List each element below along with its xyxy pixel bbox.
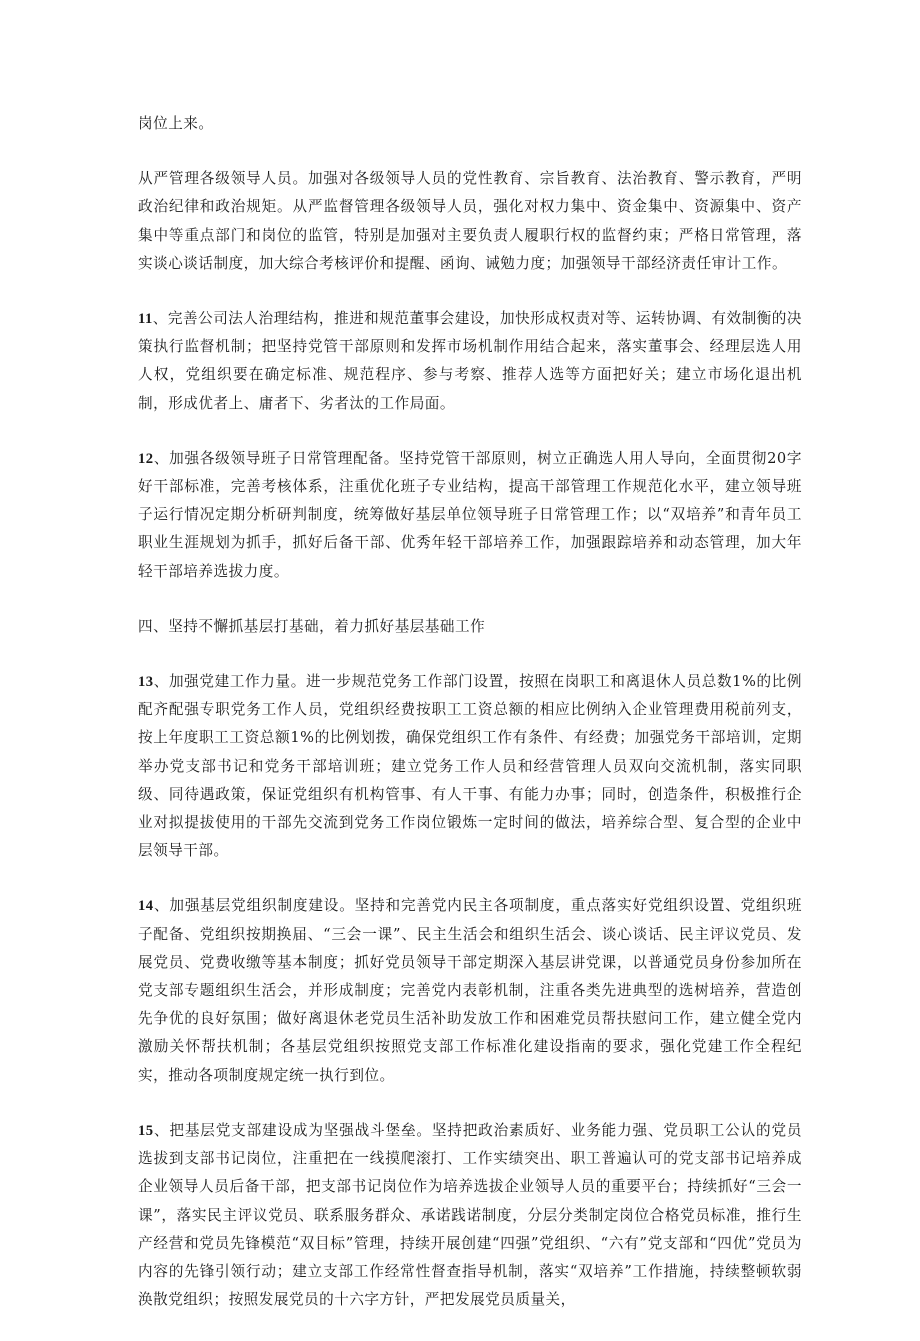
- item-number: 14: [138, 898, 154, 915]
- paragraph-text: 、完善公司法人治理结构，推进和规范董事会建设，加快形成权责对等、运转协调、有效制衡的决策执行监督机制；把坚持党管干部原则和发挥市场机制作用结合起来，落实董事会、经理层选人用人权，党组织要在确定标准、规范程序、参与考察、推荐人选等方面把好关；建立市场化退出机制，形成优者上、庸者下、劣者汰的工作局面。: [138, 310, 802, 412]
- section-heading-text: 四、坚持不懈抓基层打基础，着力抓好基层基础工作: [138, 617, 486, 635]
- paragraph-item-14: [138, 892, 802, 1089]
- item-number: 13: [138, 674, 154, 691]
- item-number: 11: [138, 311, 153, 328]
- paragraph-text: 、加强基层党组织制度建设。坚持和完善党内民主各项制度，重点落实好党组织设置、党组织班子配备、党组织按期换届、“三会一课”、民主生活会和组织生活会、谈心谈话、民主评议党员、发展党员、党费收缴等基本制度；抓好党员领导干部定期深入基层讲党课，以普通党员身份参加所在党支部专题组织生活会，并形成制度；完善党内表彰机制，注重各类先进典型的选树培养，营造创先争优的良好氛围；做好离退休老党员生活补助发放工作和困难党员帮扶慰问工作，建立健全党内激励关怀帮扶机制；各基层党组织按照党支部工作标准化建设指南的要求，强化党建工作全程纪实，推动各项制度规定统一执行到位。: [138, 897, 802, 1084]
- paragraph-item-15: [138, 1117, 802, 1314]
- item-number: 12: [138, 450, 154, 467]
- paragraph-text: 从严管理各级领导人员。加强对各级领导人员的党性教育、宗旨教育、法治教育、警示教育，严明政治纪律和政治规矩。从严监督管理各级领导人员，强化对权力集中、资金集中、资源集中、资产集中等重点部门和岗位的监管，特别是加强对主要负责人履职行权的监督约束；严格日常管理，落实谈心谈话制度，加大综合考核评价和提醒、函询、诫勉力度；加强领导干部经济责任审计工作。: [138, 170, 802, 272]
- paragraph-strict-management: [138, 165, 802, 278]
- paragraph-item-11: [138, 305, 802, 418]
- item-number: 15: [138, 1122, 154, 1139]
- paragraph-text: 、把基层党支部建设成为坚强战斗堡垒。坚持把政治素质好、业务能力强、党员职工公认的党员选拔到支部书记岗位，注重把在一线摸爬滚打、工作实绩突出、职工普遍认可的党支部书记培养成企业领导人员后备干部，把支部书记岗位作为培养选拔企业领导人员的重要平台；持续抓好“三会一课”，落实民主评议党员、联系服务群众、承诺践诺制度，分层分类制定岗位合格党员标准，推行生产经营和党员先锋模范“双目标”管理，持续开展创建“四强”党组织、“六有”党支部和“四优”党员为内容的先锋引领行动；建立支部工作经常性督查指导机制，落实“双培养”工作措施，持续整顿软弱涣散党组织；按照发展党员的十六字方针，严把发展党员质量关，: [138, 1121, 802, 1309]
- section-heading: [138, 613, 802, 641]
- paragraph-item-13: [138, 668, 802, 865]
- paragraph-continuation: [138, 110, 802, 138]
- paragraph-item-12: [138, 445, 802, 586]
- paragraph-text: 、加强党建工作力量。进一步规范党务工作部门设置，按照在岗职工和离退休人员总数1%的比例配齐配强专职党务工作人员，党组织经费按职工工资总额的相应比例纳入企业管理费用税前列支，按上年度职工工资总额1%的比例划拨，确保党组织工作有条件、有经费；加强党务干部培训，定期举办党支部书记和党务干部培训班；建立党务工作人员和经营管理人员双向交流机制，落实同职级、同待遇政策，保证党组织有机构管事、有人干事、有能力办事；同时，创造条件，积极推行企业对拟提拔使用的干部先交流到党务工作岗位锻炼一定时间的做法，培养综合型、复合型的企业中层领导干部。: [138, 673, 802, 860]
- paragraph-text: 岗位上来。: [138, 115, 214, 132]
- document-body: [138, 110, 802, 1341]
- paragraph-text: 、加强各级领导班子日常管理配备。坚持党管干部原则，树立正确选人用人导向，全面贯彻20字好干部标准，完善考核体系，注重优化班子专业结构，提高干部管理工作规范化水平，建立领导班子运行情况定期分析研判制度，统筹做好基层单位领导班子日常管理工作；以“双培养”和青年员工职业生涯规划为抓手，抓好后备干部、优秀年轻干部培养工作，加强跟踪培养和动态管理，加大年轻干部培养选拔力度。: [138, 449, 802, 580]
